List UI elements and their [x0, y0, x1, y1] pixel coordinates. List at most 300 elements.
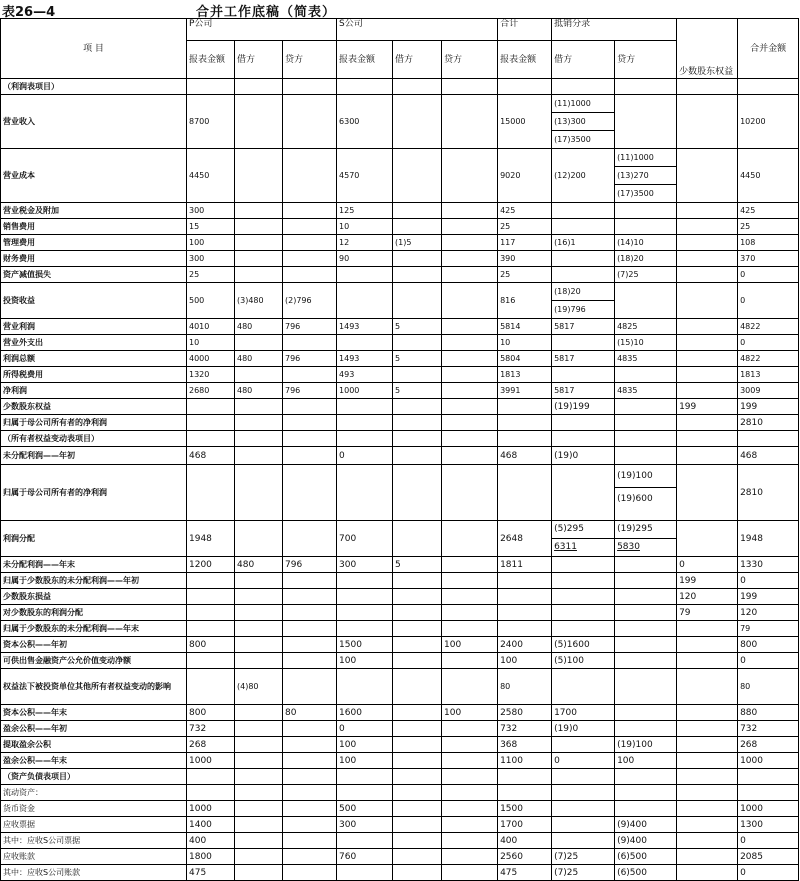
table-cell: 800: [738, 637, 799, 653]
table-cell: [187, 399, 235, 415]
table-cell: 100: [337, 753, 393, 769]
table-cell: [615, 705, 677, 721]
table-cell: [552, 79, 615, 95]
row-item-label: 营业税金及附加: [1, 203, 187, 219]
table-cell: [738, 785, 799, 801]
table-cell: [393, 817, 442, 833]
table-row: [1, 737, 799, 753]
table-cell: [677, 383, 738, 399]
table-cell: 732: [187, 721, 235, 737]
sub-entry: (19)295: [615, 521, 676, 539]
table-cell: 0: [337, 447, 393, 465]
table-cell: [677, 203, 738, 219]
table-cell: 1813: [498, 367, 552, 383]
row-item-label: 营业成本: [1, 149, 187, 203]
table-cell: [235, 753, 283, 769]
table-cell: [283, 753, 337, 769]
table-cell: 480: [235, 351, 283, 367]
table-cell: (7)25: [615, 267, 677, 283]
table-cell: 2580: [498, 705, 552, 721]
table-cell: 368: [498, 737, 552, 753]
table-row: [1, 637, 799, 653]
table-cell: [442, 605, 498, 621]
table-cell: [393, 833, 442, 849]
table-cell: 796: [283, 383, 337, 399]
table-cell: 4822: [738, 319, 799, 335]
table-cell: [615, 149, 677, 203]
table-cell: 300: [187, 203, 235, 219]
table-cell: 5: [393, 383, 442, 399]
table-cell: [615, 95, 677, 149]
table-cell: [677, 267, 738, 283]
header-p-debit: 借方: [235, 41, 283, 79]
table-cell: (5)100: [552, 653, 615, 669]
table-cell: [442, 833, 498, 849]
table-cell: 1948: [187, 521, 235, 557]
table-cell: 816: [498, 283, 552, 319]
table-cell: [615, 79, 677, 95]
table-cell: 80: [498, 669, 552, 705]
table-cell: 2810: [738, 415, 799, 431]
table-cell: [442, 785, 498, 801]
table-cell: 796: [283, 557, 337, 573]
table-cell: 5814: [498, 319, 552, 335]
table-cell: 4835: [615, 351, 677, 367]
table-cell: [442, 251, 498, 267]
table-cell: 300: [337, 557, 393, 573]
table-cell: 5817: [552, 319, 615, 335]
row-item-label: 营业收入: [1, 95, 187, 149]
table-number: 表26—4: [2, 5, 56, 20]
table-cell: [235, 431, 283, 447]
table-cell: 5804: [498, 351, 552, 367]
table-cell: [615, 399, 677, 415]
header-p-credit: 贷方: [283, 41, 337, 79]
table-row: [1, 557, 799, 573]
table-cell: [393, 605, 442, 621]
table-cell: [498, 415, 552, 431]
table-cell: [235, 817, 283, 833]
table-cell: [393, 801, 442, 817]
table-cell: 1100: [498, 753, 552, 769]
table-cell: 480: [235, 319, 283, 335]
table-cell: [393, 149, 442, 203]
table-cell: 1600: [337, 705, 393, 721]
table-cell: [235, 399, 283, 415]
table-cell: [677, 251, 738, 267]
header-item: 项 目: [1, 19, 187, 79]
table-cell: [552, 737, 615, 753]
header-elimination: 抵销分录: [552, 19, 677, 41]
table-cell: 25: [498, 219, 552, 235]
table-cell: [393, 431, 442, 447]
table-cell: [187, 589, 235, 605]
table-cell: [677, 753, 738, 769]
table-cell: [552, 817, 615, 833]
table-cell: [677, 669, 738, 705]
table-cell: [615, 283, 677, 319]
row-item-label: 货币资金: [1, 801, 187, 817]
table-cell: (9)400: [615, 817, 677, 833]
sub-entry: (17)3500: [554, 135, 591, 144]
table-cell: [283, 669, 337, 705]
table-cell: [442, 465, 498, 521]
table-cell: [498, 621, 552, 637]
table-cell: [677, 653, 738, 669]
table-cell: (16)1: [552, 235, 615, 251]
table-row: [1, 849, 799, 865]
table-cell: [283, 367, 337, 383]
table-cell: [393, 267, 442, 283]
table-cell: 5817: [552, 351, 615, 367]
table-cell: (7)25: [552, 849, 615, 865]
table-cell: [393, 589, 442, 605]
row-item-label: 盈余公积——年末: [1, 753, 187, 769]
table-cell: 1000: [187, 753, 235, 769]
table-cell: 475: [187, 865, 235, 881]
row-item-label: 归属于少数股东的未分配利润——年初: [1, 573, 187, 589]
table-cell: [235, 769, 283, 785]
table-cell: 880: [738, 705, 799, 721]
table-cell: [615, 573, 677, 589]
table-cell: 25: [738, 219, 799, 235]
row-item-label: 资本公积——年初: [1, 637, 187, 653]
table-cell: 1400: [187, 817, 235, 833]
table-cell: [615, 521, 677, 557]
table-cell: [283, 605, 337, 621]
table-cell: 100: [615, 753, 677, 769]
table-cell: [552, 203, 615, 219]
table-cell: [187, 465, 235, 521]
table-row: [1, 95, 799, 149]
table-cell: 10: [498, 335, 552, 351]
table-cell: [337, 769, 393, 785]
sub-entry: 5830: [617, 542, 640, 552]
table-cell: 2810: [738, 465, 799, 521]
table-cell: [677, 235, 738, 251]
table-cell: 0: [738, 865, 799, 881]
table-cell: [677, 431, 738, 447]
table-cell: 800: [187, 637, 235, 653]
table-cell: (19)199: [552, 399, 615, 415]
table-cell: [552, 219, 615, 235]
table-cell: 468: [187, 447, 235, 465]
sub-entry: (18)20: [552, 283, 614, 301]
row-item-label: 管理费用: [1, 235, 187, 251]
row-item-label: （资产负债表项目）: [1, 769, 187, 785]
table-cell: 1000: [187, 801, 235, 817]
table-cell: 1800: [187, 849, 235, 865]
sub-entry: (19)796: [554, 305, 586, 314]
table-cell: [283, 621, 337, 637]
table-cell: [393, 465, 442, 521]
table-cell: [283, 637, 337, 653]
table-title: 合并工作底稿（简表）: [196, 5, 337, 20]
table-cell: [677, 79, 738, 95]
table-cell: 12: [337, 235, 393, 251]
table-cell: 1948: [738, 521, 799, 557]
table-cell: 10200: [738, 95, 799, 149]
table-cell: [442, 721, 498, 737]
row-item-label: 归属于母公司所有者的净利润: [1, 415, 187, 431]
table-cell: [442, 367, 498, 383]
header-s-debit: 借方: [393, 41, 442, 79]
table-cell: [738, 79, 799, 95]
table-row: [1, 79, 799, 95]
table-cell: [677, 801, 738, 817]
table-row: [1, 283, 799, 319]
table-cell: (19)100: [615, 737, 677, 753]
table-cell: [235, 447, 283, 465]
table-cell: [337, 431, 393, 447]
table-cell: [442, 383, 498, 399]
table-cell: [393, 737, 442, 753]
table-cell: [442, 669, 498, 705]
table-cell: 268: [187, 737, 235, 753]
table-cell: (7)25: [552, 865, 615, 881]
table-cell: [187, 653, 235, 669]
table-cell: 1700: [552, 705, 615, 721]
table-cell: 3991: [498, 383, 552, 399]
table-cell: [337, 465, 393, 521]
table-cell: [677, 335, 738, 351]
table-cell: 4450: [187, 149, 235, 203]
table-cell: [235, 621, 283, 637]
row-item-label: 流动资产：: [1, 785, 187, 801]
table-cell: 0: [738, 267, 799, 283]
table-cell: [677, 621, 738, 637]
table-cell: 100: [187, 235, 235, 251]
table-row: [1, 605, 799, 621]
row-item-label: 少数股东损益: [1, 589, 187, 605]
table-cell: [677, 465, 738, 521]
table-cell: [615, 557, 677, 573]
table-cell: 425: [738, 203, 799, 219]
table-cell: [677, 447, 738, 465]
table-cell: [187, 621, 235, 637]
table-cell: 120: [738, 605, 799, 621]
table-cell: [442, 769, 498, 785]
table-row: [1, 769, 799, 785]
table-cell: 0: [552, 753, 615, 769]
table-cell: [187, 431, 235, 447]
table-cell: [615, 785, 677, 801]
row-item-label: 未分配利润——年初: [1, 447, 187, 465]
row-item-label: 投资收益: [1, 283, 187, 319]
table-cell: 100: [337, 653, 393, 669]
table-cell: 760: [337, 849, 393, 865]
table-cell: [337, 573, 393, 589]
table-cell: [738, 431, 799, 447]
table-cell: [442, 653, 498, 669]
table-cell: 100: [498, 653, 552, 669]
table-cell: (6)500: [615, 849, 677, 865]
table-cell: (2)796: [283, 283, 337, 319]
table-cell: 300: [337, 817, 393, 833]
sub-entry: (19)600: [617, 494, 653, 504]
table-cell: [442, 399, 498, 415]
table-cell: [393, 865, 442, 881]
table-cell: 15: [187, 219, 235, 235]
row-item-label: 少数股东权益: [1, 399, 187, 415]
table-cell: 100: [337, 737, 393, 753]
table-cell: [393, 283, 442, 319]
table-cell: [442, 557, 498, 573]
table-cell: [283, 219, 337, 235]
table-row: [1, 399, 799, 415]
table-row: [1, 589, 799, 605]
table-cell: 199: [738, 399, 799, 415]
table-cell: [738, 769, 799, 785]
table-cell: [677, 817, 738, 833]
table-cell: [393, 79, 442, 95]
row-item-label: 营业利润: [1, 319, 187, 335]
table-cell: [442, 335, 498, 351]
table-row: [1, 219, 799, 235]
sub-entry: (13)300: [552, 113, 614, 131]
row-item-label: 应收票据: [1, 817, 187, 833]
table-cell: [552, 267, 615, 283]
table-cell: [677, 769, 738, 785]
table-cell: 1300: [738, 817, 799, 833]
table-cell: 500: [187, 283, 235, 319]
header-total-report: 报表金额: [498, 41, 552, 79]
table-cell: [677, 865, 738, 881]
table-cell: [393, 447, 442, 465]
row-item-label: 提取盈余公积: [1, 737, 187, 753]
table-cell: 370: [738, 251, 799, 267]
table-cell: (14)10: [615, 235, 677, 251]
table-cell: [393, 399, 442, 415]
table-cell: 120: [677, 589, 738, 605]
table-cell: [498, 79, 552, 95]
table-cell: [283, 801, 337, 817]
table-cell: 1330: [738, 557, 799, 573]
table-cell: [187, 79, 235, 95]
table-row: [1, 653, 799, 669]
table-cell: 3009: [738, 383, 799, 399]
row-item-label: 所得税费用: [1, 367, 187, 383]
row-item-label: 权益法下被投资单位其他所有者权益变动的影响: [1, 669, 187, 705]
table-cell: [235, 721, 283, 737]
table-row: [1, 705, 799, 721]
table-cell: [337, 589, 393, 605]
table-cell: 480: [235, 383, 283, 399]
table-row: [1, 753, 799, 769]
table-cell: [677, 737, 738, 753]
table-cell: 2680: [187, 383, 235, 399]
table-cell: [235, 589, 283, 605]
table-cell: (4)80: [235, 669, 283, 705]
table-cell: 2648: [498, 521, 552, 557]
table-cell: (5)1600: [552, 637, 615, 653]
table-cell: [615, 669, 677, 705]
table-cell: 1500: [498, 801, 552, 817]
table-cell: [235, 521, 283, 557]
table-cell: [235, 785, 283, 801]
header-p-company: P公司: [187, 19, 337, 41]
table-cell: [235, 415, 283, 431]
table-cell: 5: [393, 351, 442, 367]
table-cell: 1000: [337, 383, 393, 399]
table-cell: (15)10: [615, 335, 677, 351]
table-cell: [442, 573, 498, 589]
table-cell: 2560: [498, 849, 552, 865]
table-cell: 79: [677, 605, 738, 621]
table-cell: [187, 769, 235, 785]
table-cell: 700: [337, 521, 393, 557]
table-cell: [498, 573, 552, 589]
table-cell: [235, 367, 283, 383]
table-cell: [283, 431, 337, 447]
table-cell: [442, 521, 498, 557]
header-p-report: 报表金额: [187, 41, 235, 79]
table-cell: 400: [187, 833, 235, 849]
table-cell: [615, 621, 677, 637]
table-cell: [677, 705, 738, 721]
table-cell: [337, 79, 393, 95]
table-cell: (19)0: [552, 447, 615, 465]
table-cell: [337, 605, 393, 621]
table-cell: [552, 833, 615, 849]
table-cell: [235, 637, 283, 653]
table-cell: [235, 833, 283, 849]
table-cell: [552, 95, 615, 149]
table-cell: 25: [187, 267, 235, 283]
table-row: [1, 251, 799, 267]
table-cell: [283, 573, 337, 589]
table-cell: [442, 203, 498, 219]
table-cell: [393, 367, 442, 383]
table-row: [1, 235, 799, 251]
header-total: 合计: [498, 19, 552, 41]
table-cell: [498, 785, 552, 801]
table-cell: [442, 621, 498, 637]
table-cell: [283, 415, 337, 431]
table-row: [1, 573, 799, 589]
table-cell: [393, 849, 442, 865]
table-cell: [283, 817, 337, 833]
table-cell: 300: [187, 251, 235, 267]
table-cell: [235, 653, 283, 669]
table-cell: [393, 95, 442, 149]
sub-entry: 6311: [554, 542, 577, 552]
table-cell: [442, 95, 498, 149]
table-cell: [393, 251, 442, 267]
table-cell: [393, 621, 442, 637]
table-cell: 425: [498, 203, 552, 219]
table-cell: 80: [738, 669, 799, 705]
table-row: [1, 267, 799, 283]
table-row: [1, 447, 799, 465]
table-cell: 732: [498, 721, 552, 737]
table-cell: [498, 605, 552, 621]
table-cell: [442, 79, 498, 95]
table-cell: [442, 319, 498, 335]
table-cell: [337, 785, 393, 801]
table-cell: (3)480: [235, 283, 283, 319]
table-cell: 4010: [187, 319, 235, 335]
table-cell: [552, 801, 615, 817]
table-cell: 468: [498, 447, 552, 465]
table-cell: 108: [738, 235, 799, 251]
sub-entry: (5)295: [552, 521, 614, 539]
table-row: [1, 203, 799, 219]
table-cell: [235, 705, 283, 721]
table-cell: [235, 849, 283, 865]
row-item-label: 对少数股东的利润分配: [1, 605, 187, 621]
table-cell: 199: [677, 573, 738, 589]
